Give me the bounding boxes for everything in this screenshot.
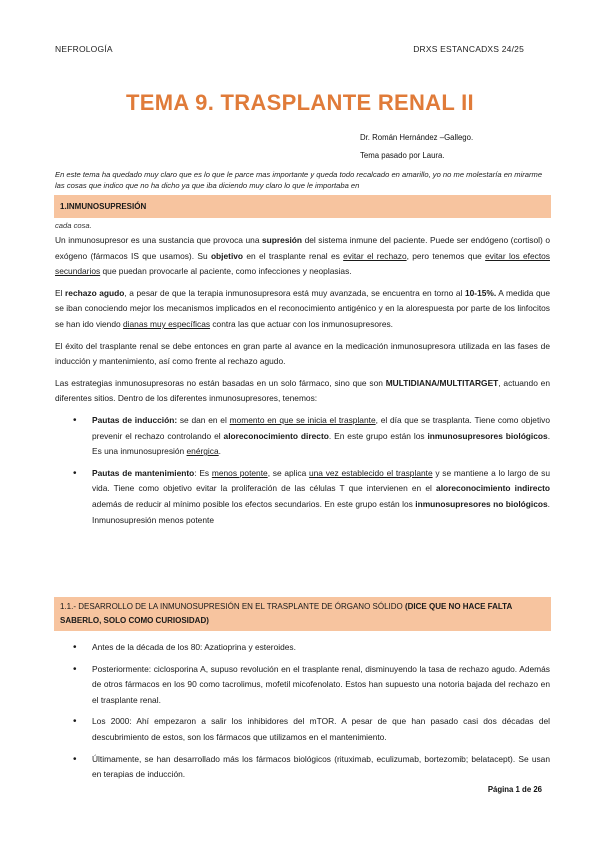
text-run: evitar los efectos secundarios (55, 250, 550, 277)
text-run: Las estrategias inmunosupresoras no están basadas en un solo fármaco, sino que son (55, 377, 386, 388)
text-run: aloreconocimiento indirecto (436, 483, 551, 494)
section-1-1-body (55, 640, 550, 789)
list-item: • Antes de la década de los 80: Azatioprina y esteroides. (92, 640, 550, 656)
text-run: del sistema inmune del paciente. Puede ser endógeno (cortisol) o exógeno (fármacos IS que usamos). Su (55, 235, 550, 261)
text-run: , actuando en diferentes sitios. Dentro de los diferentes inmunosupresores, tenemos: (55, 377, 550, 404)
text-run: evitar el rechazo (343, 250, 407, 261)
text-run: además de reducir al mínimo posible los efectos secundarios. En este grupo están los (92, 498, 416, 509)
text-run: aloreconocimiento directo (223, 430, 329, 441)
author-line: Dr. Román Hernández –Gallego. (360, 133, 474, 142)
text-run: MULTIDIANA/MULTITARGET (385, 377, 499, 388)
text-run: inmunosupresores no biológicos (415, 498, 548, 509)
text-run: supresión (262, 235, 303, 245)
paragraph-estrategias (55, 376, 550, 407)
text-run: objetivo (210, 250, 244, 261)
text-run: menos potente (211, 467, 268, 478)
text-run: : Es (194, 467, 212, 478)
text-run: . (218, 446, 221, 457)
text-run: Un inmunosupresor es una sustancia que provoca una (55, 235, 263, 245)
section-heading-text: 1.1.- DESARROLLO DE LA INMUNOSUPRESIÓN EN EL TRASPLANTE DE ÓRGANO SÓLIDO (60, 602, 405, 611)
text-run: Pautas de mantenimiento (92, 467, 195, 478)
transcriber-line: Tema pasado por Laura. (360, 151, 445, 160)
text-run: El (55, 287, 66, 298)
text-run: y se mantiene a lo largo de su vida. Tiene como objetivo evitar la proliferación de las células T que intervienen en el (92, 467, 550, 494)
text-run: que puedan provocarle al paciente, como infecciones y neoplasias. (100, 266, 352, 277)
running-header-right: DRXS ESTANCADXS 24/25 (413, 44, 524, 54)
paragraph-definition (55, 233, 550, 280)
list-item: • Los 2000: Ahí empezaron a salir los inhibidores del mTOR. A pesar de que han pasado casi dos décadas del descubrimiento de estos, son los fármacos que utilizamos en el mantenimiento. (92, 714, 550, 745)
text-run: . Inmunosupresión menos potente (92, 498, 550, 525)
intro-note-continuation: cada cosa. (55, 221, 92, 230)
section-1-body (55, 220, 550, 534)
text-run: enérgica (186, 446, 219, 457)
text-run: se dan en el (177, 414, 230, 425)
list-item: • Posteriormente: ciclosporina A, supuso revolución en el trasplante renal, disminuyendo la tasa de rechazo agudo. Además de otros fármacos en los 90 como tacrolimus, mofetil micofenolato. Estos han supuesto una notoria bajada del rechazo en el trasplante renal. (92, 662, 550, 709)
text-run: , a pesar de que la terapia inmunosupresora está muy avanzada, se encuentra en torno al (124, 287, 465, 298)
document-title: TEMA 9. TRASPLANTE RENAL II (126, 90, 474, 115)
text-run: , pero tenemos que (406, 250, 486, 261)
text-run: inmunosupresores biológicos (427, 430, 548, 441)
text-run: . Es una inmunosupresión (92, 430, 551, 457)
text-run: , el día que se trasplanta. Tiene como objetivo prevenir el rechazo controlando el (92, 414, 550, 441)
list-item: • Últimamente, se han desarrollado más los fármacos biológicos (rituximab, eculizumab, bortezomib; belatacept). Se usan en terapias de inducción. (92, 752, 550, 783)
text-run: , se aplica (267, 467, 309, 478)
page-number: Página 1 de 26 (487, 785, 542, 794)
text-run: rechazo agudo (65, 287, 125, 298)
section-heading-desarrollo (54, 597, 551, 631)
intro-note: En este tema ha quedado muy claro que es lo que le parce mas importante y queda todo recalcado en amarillo, yo no me molestaría en mirarme las cosas que indico que no ha dicho ya que iba diciendo muy claro lo que le importaba en (55, 170, 543, 190)
text-run: contra las que actuar con los inmunosupresores. (210, 318, 394, 329)
paragraph-rechazo-agudo (55, 286, 550, 333)
text-run: A medida que se iban conociendo mejor los mecanismos implicados en el reconocimiento antigénico y en la alorespuesta por parte de los linfocitos se han ido viendo (55, 287, 550, 329)
section-heading-note: (DICE QUE NO HACE FALTA SABERLO, SOLO COMO CURIOSIDAD) (60, 602, 512, 625)
history-list (55, 640, 550, 783)
text-run: momento en que se inicia el trasplante (229, 414, 376, 425)
section-heading-inmunosupresion: 1.INMUNOSUPRESIÓN (54, 195, 551, 218)
running-header-left: NEFROLOGÍA (55, 44, 113, 54)
pautas-list (55, 413, 550, 528)
text-run: . En este grupo están los (328, 430, 428, 441)
text-run: Pautas de inducción: (92, 414, 178, 425)
list-item (92, 466, 550, 528)
text-run: dianas muy específicas (122, 318, 211, 329)
text-run: en el trasplante renal es (243, 250, 344, 261)
paragraph-exito: El éxito del trasplante renal se debe entonces en gran parte al avance en la medicación inmunosupresora utilizada en las fases de inducción y mantenimiento, así como frente al rechazo agudo. (55, 340, 550, 367)
text-run: 10-15%. (464, 287, 497, 298)
text-run: una vez establecido el trasplante (308, 467, 433, 478)
list-item (92, 413, 550, 460)
